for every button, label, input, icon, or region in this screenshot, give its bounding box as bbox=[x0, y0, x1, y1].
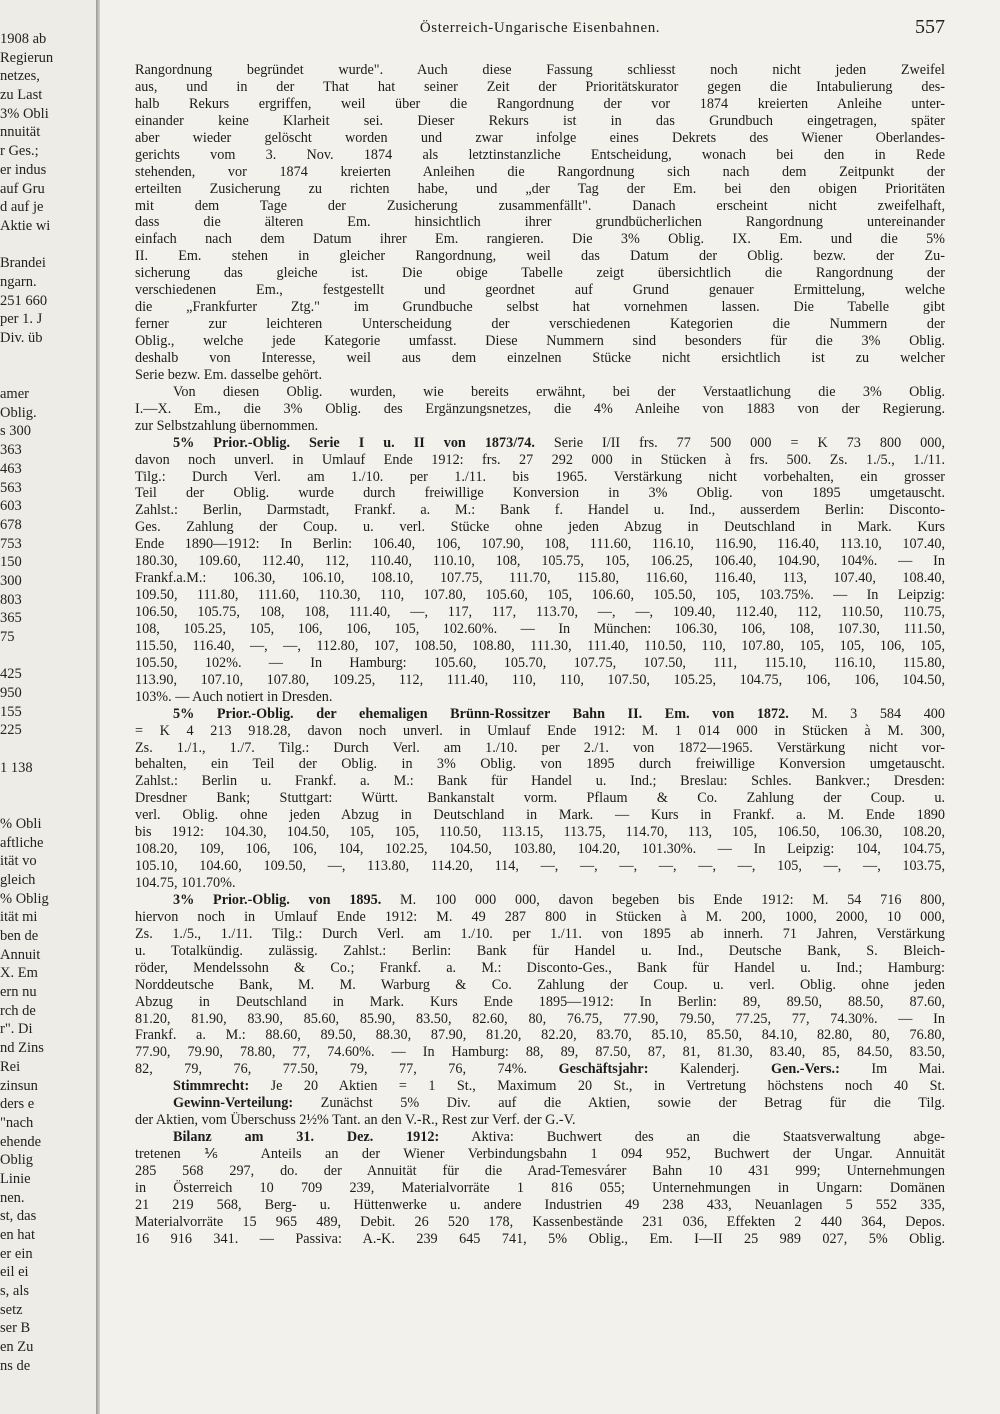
text-line bbox=[135, 147, 945, 164]
text-line bbox=[135, 672, 945, 689]
left-fragment-line: er indus bbox=[0, 161, 47, 178]
left-fragment-line: Oblig bbox=[0, 1152, 34, 1169]
text-line bbox=[135, 706, 945, 723]
left-fragment-line: 753 bbox=[0, 535, 22, 552]
left-fragment-line: setz bbox=[0, 1301, 23, 1318]
left-fragment-line: Rei bbox=[0, 1058, 21, 1075]
left-fragment-line: 155 bbox=[0, 703, 22, 720]
left-fragment-line: 950 bbox=[0, 685, 22, 702]
left-fragment-line: 365 bbox=[0, 610, 22, 627]
line-text: Im Mai. bbox=[871, 1061, 945, 1078]
text-line bbox=[135, 333, 945, 350]
text-line bbox=[135, 1129, 945, 1146]
line-text: verl. Oblig. ohne jeden Abzug in Deutschland in Mark. — Kurs in Frankf. a. M. Ende 1890 bbox=[135, 807, 945, 824]
left-fragment-line bbox=[0, 348, 96, 367]
line-text: 104.75, 101.70%. bbox=[135, 875, 236, 891]
line-text: Kalenderj. bbox=[679, 1061, 740, 1078]
line-text: dass die älteren Em. hinsichtlich ihrer grundbücherlichen Rangordnung untereinander bbox=[135, 214, 945, 231]
line-text: Ende 1890—1912: In Berlin: 106.40, 106, 107.90, 108, 111.60, 116.10, 116.90, 116.40, 113.10, 107.40, bbox=[135, 536, 945, 553]
text-line bbox=[135, 519, 945, 536]
line-text: Zahlst.: Berlin, Darmstadt, Frankf. a. M.: Bank f. Handel u. Ind., ausserdem Berlin: Disconto- bbox=[135, 502, 945, 519]
left-fragment-line: s 300 bbox=[0, 423, 32, 440]
left-fragment-line: st, das bbox=[0, 1208, 37, 1225]
left-fragment-line: ser B bbox=[0, 1320, 31, 1337]
text-line bbox=[135, 1061, 945, 1078]
line-text: Serie I/II frs. 77 500 000 = K 73 800 000, bbox=[553, 434, 945, 451]
line-text: 115.50, 116.40, —, —, 112.80, 107, 108.50, 108.80, 111.30, 111.40, 110.50, 110, 107.80, 105, 105, 106, 105, bbox=[135, 637, 945, 654]
left-fragment-line: nd Zins bbox=[0, 1040, 44, 1057]
text-line bbox=[135, 773, 945, 790]
left-fragment-line: "nach bbox=[0, 1114, 34, 1131]
line-text: tretenen ⅙ Anteils an der Wiener Verbindungsbahn 1 094 952, Buchwert der Ungar. Annuität bbox=[135, 1146, 945, 1162]
line-text: stehenden, vor 1874 kreierten Anleihen die Rangordnung sich nach dem Zeitpunkt der bbox=[135, 163, 945, 180]
left-fragment-line: Regierun bbox=[0, 49, 54, 66]
text-line bbox=[135, 1231, 945, 1248]
line-text: 109.50, 111.80, 111.60, 110.30, 110, 107.80, 105.60, 105, 106.60, 105.50, 105, 103.75%. — In Leipzig: bbox=[135, 587, 945, 604]
text-line bbox=[135, 96, 945, 113]
text-line bbox=[135, 248, 945, 265]
left-fragment-line: 75 bbox=[0, 629, 15, 645]
text-line bbox=[135, 1095, 945, 1112]
text-line bbox=[135, 79, 945, 96]
left-fragment-line: Annuit bbox=[0, 946, 41, 963]
left-fragment-line: aftliche bbox=[0, 834, 44, 851]
left-fragment-line: ngarn. bbox=[0, 273, 37, 290]
text-line bbox=[135, 587, 945, 604]
text-line bbox=[135, 909, 945, 926]
left-fragment-line: % Oblig bbox=[0, 890, 49, 907]
line-text: = K 4 213 918.28, davon noch unverl. in Umlauf Ende 1912: M. 1 014 000 in Stücken à M. 300, bbox=[135, 722, 945, 739]
text-line bbox=[135, 62, 945, 79]
line-text: 108.20, 109, 106, 106, 104, 102.25, 104.50, 103.80, 104.20, 101.30%. — In Leipzig: 104, 104.75, bbox=[135, 841, 945, 858]
left-fragment-line: rch de bbox=[0, 1002, 36, 1019]
line-text: aber wieder gelöscht worden und zwar infolge eines Dekrets des Wiener Oberlandes- bbox=[135, 129, 945, 146]
line-text: u. Totalkündig. zulässig. Zahlst.: Berlin: Bank für Handel u. Ind., Deutsche Bank, S. Bleich- bbox=[135, 942, 945, 959]
line-text: 105.50, 102%. — In Hamburg: 105.60, 105.70, 107.75, 107.50, 111, 115.10, 116.10, 115.80, bbox=[135, 654, 945, 671]
line-text: Aktiva: Buchwert des an die Staatsverwaltung abge- bbox=[471, 1129, 945, 1146]
bold-heading: Gen.-Vers.: bbox=[771, 1061, 840, 1078]
left-fragment-line: ern nu bbox=[0, 984, 37, 1001]
page-header bbox=[135, 12, 945, 42]
left-fragment-line: 803 bbox=[0, 591, 22, 608]
bold-heading: Bilanz am 31. Dez. 1912: bbox=[173, 1129, 440, 1146]
left-fragment-line: 225 bbox=[0, 722, 22, 739]
left-fragment-line: r Ges.; bbox=[0, 143, 39, 160]
line-text: M. 100 000 000, davon begeben bis Ende 1912: M. 54 716 800, bbox=[400, 891, 945, 908]
line-text: 81.20, 81.90, 83.90, 85.60, 85.90, 83.50, 82.60, 80, 76.75, 77.90, 79.50, 77.25, 77, 74.30%. — In bbox=[135, 1010, 945, 1027]
text-line bbox=[135, 994, 945, 1011]
line-text: ferner zur leichteren Unterscheidung der verschiedenen Kategorien die Nummern der bbox=[135, 316, 945, 333]
left-fragment-line bbox=[0, 778, 96, 797]
left-fragment-line: r". Di bbox=[0, 1021, 33, 1038]
left-fragment-line: 425 bbox=[0, 666, 22, 683]
left-fragment-line: auf Gru bbox=[0, 180, 45, 197]
bold-heading: 3% Prior.-Oblig. von 1895. bbox=[173, 891, 382, 908]
text-line bbox=[135, 790, 945, 807]
main-text-column bbox=[135, 62, 945, 1412]
line-text: Je 20 Aktien = 1 St., Maximum 20 St., in Vertretung höchstens noch 40 St. bbox=[270, 1078, 945, 1095]
line-text: Zs. 1./1., 1./7. Tilg.: Durch Verl. am 1./10. per 2./1. von 1872—1965. Verstärkung nicht vor- bbox=[135, 739, 945, 756]
text-line bbox=[135, 1112, 945, 1129]
text-line bbox=[135, 740, 945, 757]
line-text: Materialvorräte 15 965 489, Debit. 26 520 178, Kassenbestände 231 036, Effekten 2 440 364, Depos. bbox=[135, 1213, 945, 1230]
line-text: Dresdner Bank; Stuttgart: Württ. Bankanstalt vorm. Pflaum & Co. Zahlung der Coup. u. bbox=[135, 790, 945, 807]
text-line bbox=[135, 265, 945, 282]
left-fragment-line: 603 bbox=[0, 498, 22, 515]
line-text: bis 1912: 104.30, 104.50, 105, 105, 110.50, 113.15, 113.75, 114.70, 113, 105, 106.50, 106.30, 108.20, bbox=[135, 824, 945, 841]
left-fragment-line: nnuität bbox=[0, 124, 41, 141]
line-text: 106.50, 105.75, 108, 108, 111.40, —, 117, 117, 113.70, —, —, 109.40, 112.40, 112, 110.50, 110.75, bbox=[135, 604, 945, 620]
left-fragment-line: d auf je bbox=[0, 199, 44, 216]
line-text: Zahlst.: Berlin u. Frankf. a. M.: Bank für Handel u. Ind.; Breslau: Schles. Bankver.; Dresden: bbox=[135, 773, 945, 790]
line-text: halb Rekurs ergriffen, weil über die Rangordnung der vor 1874 kreierten Anleihe unter- bbox=[135, 95, 945, 112]
left-fragment-line: ität vo bbox=[0, 853, 37, 870]
left-fragment-line: nen. bbox=[0, 1189, 25, 1206]
line-text: Frankf.a.M.: 106.30, 106.10, 108.10, 107.75, 111.70, 115.80, 116.60, 116.40, 113, 107.40, 108.40, bbox=[135, 570, 945, 587]
line-text: Zunächst 5% Div. auf die Aktien, sowie der Betrag für die Tilg. bbox=[320, 1095, 945, 1112]
text-line bbox=[135, 943, 945, 960]
text-line bbox=[135, 316, 945, 333]
page-number: 557 bbox=[915, 16, 945, 38]
line-text: einander keine Klarheit sei. Dieser Rekurs ist in das Grundbuch eingetragen, später bbox=[135, 112, 945, 129]
text-line bbox=[135, 536, 945, 553]
bold-heading: 5% Prior.-Oblig. Serie I u. II von 1873/74. bbox=[173, 434, 535, 451]
text-line bbox=[135, 214, 945, 231]
left-column-fragments bbox=[0, 30, 96, 1410]
line-text: davon noch unverl. in Umlauf Ende 1912: frs. 27 292 000 in Stücken à frs. 500. Zs. 1./5., 1./11. bbox=[135, 451, 945, 468]
line-text: 21 219 568, Berg- u. Hüttenwerke u. andere Industrien 49 238 433, Neuanlagen 5 552 335, bbox=[135, 1196, 945, 1213]
text-line bbox=[135, 1146, 945, 1163]
left-fragment-line: ders e bbox=[0, 1096, 35, 1113]
left-fragment-line: amer bbox=[0, 386, 29, 403]
line-text: röder, Mendelssohn & Co.; Frankf. a. M.: Disconto-Ges., Bank für Handel u. Ind.; Hamburg: bbox=[135, 959, 945, 976]
line-text: Rangordnung begründet wurde". Auch diese Fassung schliesst noch nicht jeden Zweifel bbox=[135, 62, 945, 78]
bold-heading: Geschäftsjahr: bbox=[558, 1061, 649, 1078]
running-title: Österreich-Ungarische Eisenbahnen. bbox=[419, 20, 661, 36]
text-line bbox=[135, 1044, 945, 1061]
text-line bbox=[135, 1214, 945, 1231]
line-text: Ges. Zahlung der Coup. u. verl. Stücke ohne jeden Abzug in Deutschland in Mark. Kurs bbox=[135, 519, 945, 536]
line-text: 103%. — Auch notiert in Dresden. bbox=[135, 688, 333, 705]
line-text: Tilg.: Durch Verl. am 1./10. per 1./11. bis 1965. Verstärkung nicht vorbehalten, ein grosser bbox=[135, 468, 945, 485]
line-text: Frankf. a. M.: 88.60, 89.50, 88.30, 87.90, 81.20, 82.20, 83.70, 85.10, 85.50, 84.10, 82.80, 80, 76.80, bbox=[135, 1027, 945, 1044]
left-fragment-line: netzes, bbox=[0, 68, 40, 85]
text-line bbox=[135, 604, 945, 621]
left-fragment-line bbox=[0, 647, 96, 666]
left-fragment-line: 678 bbox=[0, 516, 22, 533]
left-fragment-line bbox=[0, 366, 96, 385]
left-fragment-line: s, als bbox=[0, 1283, 29, 1300]
text-line bbox=[135, 689, 945, 706]
line-text: 77.90, 79.90, 78.80, 77, 74.60%. — In Hamburg: 88, 89, 87.50, 87, 81, 81.30, 83.40, 85, 84.50, 83.50, bbox=[135, 1044, 945, 1061]
left-fragment-line: 251 660 bbox=[0, 292, 48, 309]
left-fragment-line: 1 138 bbox=[0, 759, 33, 776]
text-line bbox=[135, 655, 945, 672]
left-fragment-line: ben de bbox=[0, 928, 39, 944]
line-text: 113.90, 107.10, 107.80, 109.25, 112, 111.40, 110, 110, 107.50, 105.25, 104.75, 106, 106, 104.50, bbox=[135, 671, 945, 688]
text-line bbox=[135, 418, 945, 435]
text-line bbox=[135, 756, 945, 773]
line-text: Norddeutsche Bank, M. M. Warburg & Co. Zahlung der Coup. u. verl. Oblig. ohne jeden bbox=[135, 976, 945, 993]
line-text: verschiedenen Em., festgestellt und geordnet auf Grund genauer Ermittelung, welche bbox=[135, 282, 945, 299]
text-line bbox=[135, 807, 945, 824]
line-text: aus, und in der That hat seiner Zeit der Prioritätskurator gegen die Intabulierung des- bbox=[135, 78, 945, 95]
left-fragment-line: X. Em bbox=[0, 965, 38, 982]
line-text: I.—X. Em., die 3% Oblig. des Ergänzungsnetzes, die 4% Anleihe von 1883 von der Regierung. bbox=[135, 400, 945, 417]
line-text: 16 916 341. — Passiva: A.-K. 239 645 741, 5% Oblig., Em. I—II 25 989 027, 5% Oblig. bbox=[135, 1230, 945, 1247]
text-line bbox=[135, 384, 945, 401]
left-fragment-line: Div. üb bbox=[0, 330, 43, 346]
text-line bbox=[135, 401, 945, 418]
text-line bbox=[135, 638, 945, 655]
left-fragment-line bbox=[0, 796, 96, 815]
text-line bbox=[135, 350, 945, 367]
text-line bbox=[135, 621, 945, 638]
page-fold-shadow bbox=[96, 0, 100, 1414]
line-text: hiervon noch in Umlauf Ende 1912: M. 49 287 800 in Stücken à M. 200, 1000, 2000, 10 000, bbox=[135, 908, 945, 925]
left-fragment-line: zu Last bbox=[0, 87, 43, 104]
text-line bbox=[135, 452, 945, 469]
text-line bbox=[135, 1180, 945, 1197]
left-fragment-line bbox=[0, 236, 96, 255]
line-text: die „Frankfurter Ztg." im Grundbuche selbst hat vornehmen lassen. Die Tabelle gibt bbox=[135, 299, 945, 316]
left-fragment-line bbox=[0, 740, 96, 759]
text-line bbox=[135, 926, 945, 943]
bold-heading: 5% Prior.-Oblig. der ehemaligen Brünn-Rossitzer Bahn II. Em. von 1872. bbox=[173, 705, 789, 722]
left-fragment-line: ität mi bbox=[0, 909, 38, 926]
line-text: Teil der Oblig. wurde durch freiwillige Konversion in 3% Oblig. von 1895 umgetauscht. bbox=[135, 485, 945, 502]
left-fragment-line: 3% Obli bbox=[0, 105, 49, 122]
text-line bbox=[135, 1197, 945, 1214]
left-fragment-line: Oblig. bbox=[0, 404, 37, 421]
line-text: gerichts vom 3. Nov. 1874 als letztinstanzliche Entscheidung, wonach bei den in Rede bbox=[135, 146, 945, 163]
line-text: Oblig., welche jede Kategorie umfasst. Diese Nummern sind besonders für die 3% Oblig. bbox=[135, 333, 945, 349]
line-text: der Aktien, vom Überschuss 2½% Tant. an den V.-R., Rest zur Verf. der G.-V. bbox=[135, 1112, 576, 1129]
left-fragment-line: eil ei bbox=[0, 1264, 29, 1281]
left-fragment-line: 363 bbox=[0, 442, 22, 459]
bold-heading: Gewinn-Verteilung: bbox=[173, 1095, 294, 1112]
left-fragment-line: 463 bbox=[0, 460, 22, 477]
line-text: zur Selbstzahlung übernommen. bbox=[135, 417, 319, 434]
left-fragment-line: 1908 ab bbox=[0, 31, 47, 47]
line-text: M. 3 584 400 bbox=[811, 705, 945, 722]
left-fragment-line: en Zu bbox=[0, 1339, 34, 1356]
left-fragment-line: ehende bbox=[0, 1133, 42, 1150]
text-line bbox=[135, 723, 945, 740]
text-line bbox=[135, 875, 945, 892]
line-text: einfach nach dem Datum ihrer Em. rangieren. Die 3% Oblig. IX. Em. und die 5% bbox=[135, 231, 945, 248]
text-line bbox=[135, 181, 945, 198]
text-line bbox=[135, 502, 945, 519]
text-line bbox=[135, 977, 945, 994]
text-line bbox=[135, 130, 945, 147]
text-line bbox=[135, 1011, 945, 1028]
text-line bbox=[135, 570, 945, 587]
line-text: Zs. 1./5., 1./11. Tilg.: Durch Verl. am 1./10. per 1./11. von 1895 ab innerh. 71 Jahren, Verstärkung bbox=[135, 925, 945, 942]
text-line bbox=[135, 282, 945, 299]
text-line bbox=[135, 469, 945, 486]
line-text: 180.30, 109.60, 112.40, 112, 110.40, 110.10, 108, 105.75, 105, 106.25, 106.40, 104.90, 104%. — In bbox=[135, 553, 945, 570]
text-line bbox=[135, 1027, 945, 1044]
text-line bbox=[135, 113, 945, 130]
line-text: erteilten Zusicherung zu richten habe, und „der Tag der Em. bei den obigen Prioritäten bbox=[135, 180, 945, 197]
line-text: in Österreich 10 709 239, Materialvorräte 1 816 055; Unternehmungen in Ungarn: Domänen bbox=[135, 1179, 945, 1196]
left-fragment-line: zinsun bbox=[0, 1077, 38, 1094]
line-text: 108, 105.25, 105, 106, 106, 105, 102.60%. — In München: 106.30, 106, 108, 107.30, 111.50, bbox=[135, 620, 945, 637]
text-line bbox=[135, 841, 945, 858]
left-fragment-line: per 1. J bbox=[0, 311, 43, 328]
left-fragment-line: Linie bbox=[0, 1170, 31, 1187]
left-fragment-line: Brandei bbox=[0, 255, 46, 272]
line-text: II. Em. stehen in gleicher Rangordnung, weil das Datum der Oblig. bezw. der Zu- bbox=[135, 248, 945, 265]
text-line bbox=[135, 164, 945, 181]
left-fragment-line: Aktie wi bbox=[0, 217, 51, 234]
line-text: behalten, ein Teil der Oblig. in 3% Oblig. von 1895 durch freiwillige Konversion umgetauscht. bbox=[135, 756, 945, 773]
left-fragment-line: % Obli bbox=[0, 815, 42, 832]
text-line bbox=[135, 299, 945, 316]
line-text: 285 568 297, do. der Annuität für die Arad-Temesvárer Bahn 10 431 999; Unternehmungen bbox=[135, 1162, 945, 1179]
text-line bbox=[135, 485, 945, 502]
line-text: deshalb von Interesse, weil aus dem einzelnen Stücke nicht ersichtlich ist zu welcher bbox=[135, 349, 945, 366]
line-text: 82, 79, 76, 77.50, 79, 77, 76, 74%. bbox=[135, 1061, 528, 1078]
text-line bbox=[135, 892, 945, 909]
left-fragment-line: en hat bbox=[0, 1227, 36, 1243]
left-fragment-line: er ein bbox=[0, 1245, 33, 1262]
text-line bbox=[135, 435, 945, 452]
line-text: Von diesen Oblig. wurden, wie bereits erwähnt, bei der Verstaatlichung die 3% Oblig. bbox=[173, 383, 945, 400]
text-line bbox=[135, 198, 945, 215]
line-text: mit dem Tage der Zusicherung zusammenfällt". Danach erscheint nicht zweifelhaft, bbox=[135, 197, 945, 214]
bold-heading: Stimmrecht: bbox=[173, 1078, 250, 1095]
text-line bbox=[135, 1078, 945, 1095]
text-line bbox=[135, 858, 945, 875]
line-text: Abzug in Deutschland in Mark. Kurs Ende 1895—1912: In Berlin: 89, 89.50, 88.50, 87.60, bbox=[135, 993, 945, 1010]
left-fragment-line: ns de bbox=[0, 1357, 31, 1374]
left-fragment-line: 300 bbox=[0, 572, 22, 589]
left-fragment-line: 563 bbox=[0, 479, 22, 496]
text-line bbox=[135, 231, 945, 248]
text-line bbox=[135, 960, 945, 977]
left-fragment-line: 150 bbox=[0, 554, 22, 571]
line-text: 105.10, 104.60, 109.50, —, 113.80, 114.20, 114, —, —, —, —, —, —, 105, —, —, 103.75, bbox=[135, 858, 945, 875]
line-text: sicherung das gleiche ist. Die obige Tabelle zeigt übersichtlich die Rangordnung der bbox=[135, 265, 945, 282]
line-text: Serie bezw. Em. dasselbe gehört. bbox=[135, 366, 322, 383]
text-line bbox=[135, 1163, 945, 1180]
text-line bbox=[135, 367, 945, 384]
text-line bbox=[135, 824, 945, 841]
text-line bbox=[135, 553, 945, 570]
left-fragment-line: gleich bbox=[0, 871, 36, 888]
